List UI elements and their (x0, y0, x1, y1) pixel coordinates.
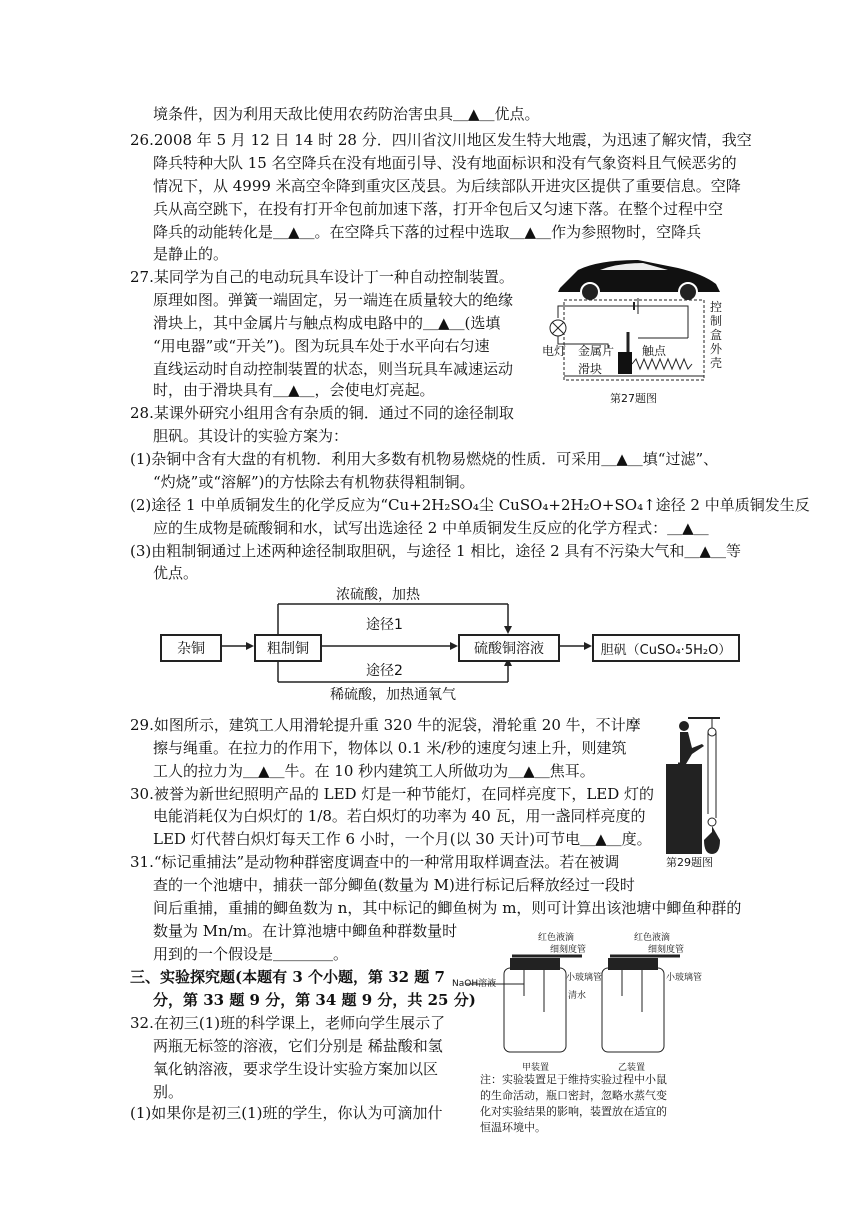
text-line: 胆矾。其设计的实验方案为： (153, 427, 349, 445)
text-line: 两瓶无标签的溶液，它们分别是 稀盐酸和氢 (153, 1037, 443, 1055)
pulley-worker-diagram (658, 714, 724, 868)
text-line: 优点。 (153, 564, 199, 582)
route2-label: 途径2 (366, 663, 403, 679)
text-line: (3)由粗制铜通过上述两种途径制取胆矾，与途径 1 相比，途径 2 具有不污染大气和＿▲＿等 (130, 542, 741, 560)
text-line: 查的一个池塘中，捕获一部分鲫鱼(数量为 M)进行标记后释放经过一段时 (153, 876, 635, 894)
apparatus-note-2: 的生命活动，瓶口密封，忽略水蒸气变 (480, 1089, 667, 1102)
text-line: 直线运动时自动控制装置的状态，则当玩具车减速运动 (153, 360, 514, 378)
section-heading-cont: 分，第 33 题 9 分，第 34 题 9 分，共 25 分) (153, 991, 476, 1009)
section-heading: 三、实验探究题(本题有 3 个小题，第 32 题 7 (130, 968, 445, 986)
text-line: 氧化钠溶液，要求学生设计实验方案加以区 (153, 1060, 439, 1078)
q30-line: 30.被誉为新世纪照明产品的 LED 灯是一种节能灯，在同样亮度下，LED 灯的 (130, 785, 655, 803)
tube-left: 细刻度管 (550, 945, 587, 955)
copper-sulfate-box: 硫酸铜溶液 (458, 634, 560, 662)
text-line: 境条件，因为利用天敌比使用农药防治害虫具＿▲＿优点。 (153, 105, 540, 123)
jar-yi-label: 乙装置 (618, 1063, 646, 1073)
text-line: 降兵的动能转化是＿▲＿。在空降兵下落的过程中选取＿▲＿作为参照物时，空降兵 (153, 223, 702, 241)
q29-line: 29.如图所示，建筑工人用滑轮提升重 320 牛的泥袋，滑轮重 20 牛，不计摩 (130, 716, 641, 734)
text-line: 应的生成物是硫酸铜和水，试写出选途径 2 中单质铜发生反应的化学方程式：＿▲＿ (153, 519, 709, 537)
route1-condition: 浓硫酸，加热 (336, 587, 420, 603)
text-line: 电能消耗仅为白炽灯的 1/8。若白炽灯的功率为 40 瓦，用一盏同样亮度的 (153, 807, 646, 825)
red-drop-right: 红色液滴 (634, 933, 671, 943)
apparatus-note-1: 注：实验装置足于维持实验过程中小鼠 (480, 1073, 667, 1086)
route2-condition: 稀硫酸，加热通氧气 (330, 687, 456, 703)
contact-label: 触点 (642, 344, 667, 358)
text-line: 原理如图。弹簧一端固定，另一端连在质量较大的绝缘 (153, 291, 514, 309)
text-line: 工人的拉力为＿▲＿牛。在 10 秒内建筑工人所做功为＿▲＿焦耳。 (153, 762, 595, 780)
text-line: LED 灯代替白炽灯每天工作 6 小时，一个月(以 30 天计)可节电＿▲＿度。 (153, 830, 652, 848)
small-tube-right: 小玻璃管 (666, 973, 703, 983)
apparatus-figure (452, 926, 712, 1136)
product-box: 胆矾（CuSO₄·5H₂O） (592, 634, 740, 662)
text-line: 用到的一个假设是＿＿＿＿。 (153, 945, 349, 963)
text-line: 是静止的。 (153, 245, 229, 263)
lamp-label: 电灯 (542, 344, 567, 358)
impure-copper-box: 杂铜 (160, 634, 222, 662)
red-drop-left: 红色液滴 (538, 933, 575, 943)
small-tube-left: 小玻璃管 (566, 973, 603, 983)
apparatus-note-4: 恒温环境中。 (480, 1121, 546, 1134)
text-line: 降兵特种大队 15 名空降兵在没有地面引导、没有地面标识和没有气象资料且气候恶劣的 (153, 154, 737, 172)
text-line: 情况下，从 4999 米高空伞降到重灾区茂县。为后续部队开进灾区提供了重要信息。空降 (153, 177, 741, 195)
text-line: 别。 (153, 1083, 184, 1101)
q31-line: 31.“标记重捕法”是动物种群密度调查中的一种常用取样调查法。若在被调 (130, 853, 620, 871)
tube-right: 细刻度管 (648, 945, 685, 955)
text-line: (1)杂铜中含有大盘的有机物．利用大多数有机物易燃烧的性质．可采用＿▲＿填“过滤”、 (130, 450, 719, 468)
text-line: 兵从高空跳下，在投有打开伞包前加速下落，打开伞包后又匀速下落。在整个过程中空 (153, 200, 724, 218)
route1-label: 途径1 (366, 617, 403, 633)
figure-29 (658, 714, 724, 868)
metal-label: 金属片 (578, 344, 615, 358)
text-line: 擦与绳重。在拉力的作用下，物体以 0.1 米/秒的速度匀速上升，则建筑 (153, 739, 627, 757)
q32-line: 32.在初三(1)班的科学课上，老师向学生展示了 (130, 1014, 446, 1032)
crude-copper-box: 粗制铜 (254, 634, 322, 662)
fig29-caption: 第29题图 (666, 856, 713, 869)
shell-label: 控制盒外壳 (710, 300, 723, 370)
toy-car-circuit-diagram (538, 248, 738, 406)
figure-27 (538, 248, 738, 406)
apparatus-note-3: 化对实验结果的影响，装置放在适宜的 (480, 1105, 667, 1118)
text-line: (2)途径 1 中单质铜发生的化学反应为“Cu+2H₂SO₄尘 CuSO₄+2H₂O+SO₄↑途径 2 中单质铜发生反 (130, 496, 810, 514)
text-line: (1)如果你是初三(1)班的学生，你认为可滴加什 (130, 1104, 443, 1122)
text-line: “用电器”或“开关”)。图为玩具车处于水平向右匀速 (153, 337, 490, 355)
q28-line: 28.某课外研究小组用含有杂质的铜．通过不同的途径制取 (130, 404, 514, 422)
text-line: 滑块上，其中金属片与触点构成电路中的＿▲＿(选填 (153, 314, 501, 332)
fig27-caption: 第27题图 (610, 392, 657, 405)
water-label: 清水 (568, 991, 587, 1001)
flowchart-28 (160, 584, 740, 703)
text-line: 数量为 Mn/m。在计算池塘中鲫鱼种群数量时 (153, 922, 458, 940)
slider-label: 滑块 (578, 362, 603, 376)
naoh-label: NaOH溶液 (452, 979, 497, 989)
q27-line: 27.某同学为自己的电动玩具车设计丁一种自动控制装置。 (130, 268, 514, 286)
text-line: “灼烧”或“溶解”)的方怯除去有机物获得粗制铜。 (153, 473, 475, 491)
text-line: 间后重捕，重捕的鲫鱼数为 n，其中标记的鲫鱼树为 m，则可计算出该池塘中鲫鱼种群的 (153, 899, 742, 917)
text-line: 时，由于滑块具有＿▲＿，会使电灯亮起。 (153, 381, 435, 399)
q26-line: 26.2008 年 5 月 12 日 14 时 28 分．四川省汶川地区发生特大地震，为迅速了解灾情，我空 (130, 131, 752, 149)
jar-jia-label: 甲装置 (522, 1063, 550, 1073)
